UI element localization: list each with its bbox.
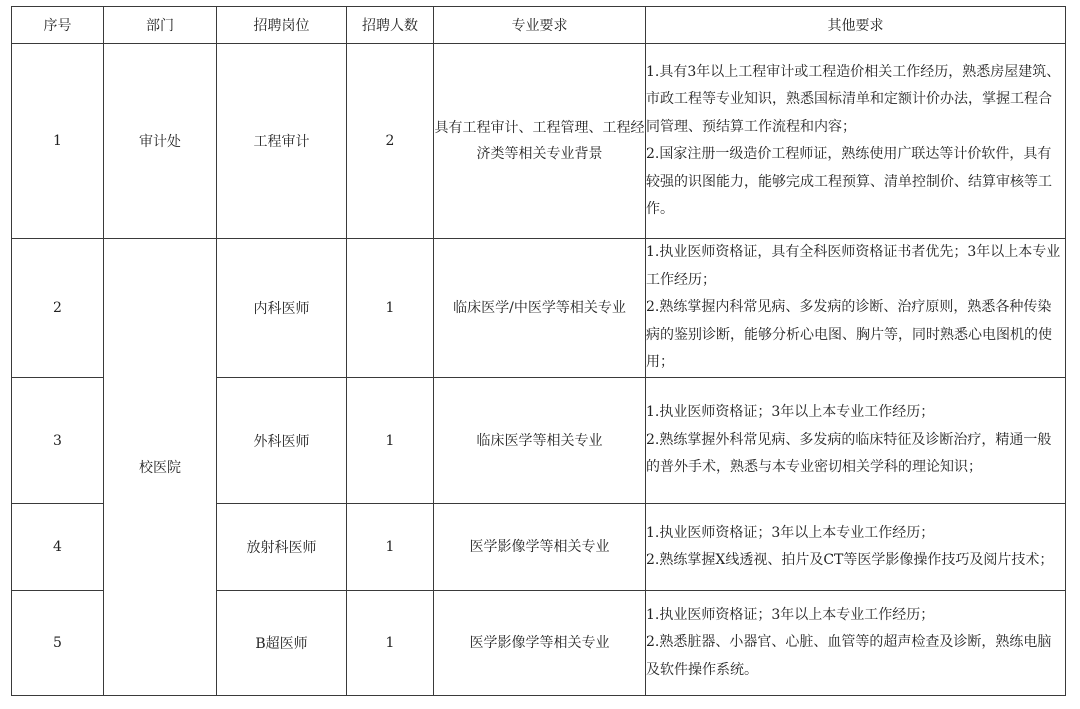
row-position: B超医师 bbox=[217, 591, 347, 696]
other-requirement-1: 1.执业医师资格证，具有全科医师资格证书者优先；3年以上本专业工作经历； bbox=[646, 244, 1061, 288]
row-count: 1 bbox=[347, 378, 434, 504]
row-position: 外科医师 bbox=[217, 378, 347, 504]
row-count: 1 bbox=[347, 239, 434, 378]
other-requirement-2: 2.熟练掌握内科常见病、多发病的诊断、治疗原则，熟悉各种传染病的鉴别诊断，能够分析心电图、胸片等，同时熟悉心电图机的使用； bbox=[646, 299, 1052, 371]
row-no: 4 bbox=[12, 504, 104, 591]
other-requirement-2: 2.熟练掌握X线透视、拍片及CT等医学影像操作技巧及阅片技术； bbox=[646, 552, 1054, 568]
header-dept: 部门 bbox=[104, 7, 217, 44]
recruitment-table bbox=[11, 6, 1066, 696]
row-no: 1 bbox=[12, 44, 104, 239]
row-no: 5 bbox=[12, 591, 104, 696]
row-position: 内科医师 bbox=[217, 239, 347, 378]
header-other: 其他要求 bbox=[646, 7, 1066, 44]
table-row bbox=[12, 44, 1066, 239]
other-requirement-2: 2.熟练掌握外科常见病、多发病的临床特征及诊断治疗，精通一般的普外手术，熟悉与本专业密切相关学科的理论知识； bbox=[646, 431, 1052, 476]
other-requirement-1: 1.执业医师资格证；3年以上本专业工作经历； bbox=[646, 404, 935, 421]
row-other bbox=[646, 591, 1066, 696]
row-dept: 校医院 bbox=[104, 239, 217, 696]
other-requirement-2: 2.熟悉脏器、小器官、心脏、血管等的超声检查及诊断，熟练电脑及软件操作系统。 bbox=[646, 634, 1052, 678]
row-other bbox=[646, 504, 1066, 591]
other-requirement-1: 1.执业医师资格证；3年以上本专业工作经历； bbox=[646, 606, 935, 623]
header-position: 招聘岗位 bbox=[217, 7, 347, 44]
row-major: 医学影像学等相关专业 bbox=[434, 504, 646, 591]
other-requirement-1: 1.具有3年以上工程审计或工程造价相关工作经历，熟悉房屋建筑、市政工程等专业知识，熟悉国标清单和定额计价办法，掌握工程合同管理、预结算工作流程和内容； bbox=[646, 63, 1061, 135]
other-requirement-1: 1.执业医师资格证；3年以上本专业工作经历； bbox=[646, 524, 935, 541]
header-count: 招聘人数 bbox=[347, 7, 434, 44]
row-major: 临床医学/中医学等相关专业 bbox=[434, 239, 646, 378]
row-other bbox=[646, 239, 1066, 378]
row-position: 工程审计 bbox=[217, 44, 347, 239]
row-count: 1 bbox=[347, 591, 434, 696]
row-other bbox=[646, 44, 1066, 239]
row-dept: 审计处 bbox=[104, 44, 217, 239]
row-major: 临床医学等相关专业 bbox=[434, 378, 646, 504]
row-major: 具有工程审计、工程管理、工程经济类等相关专业背景 bbox=[434, 44, 646, 239]
header-no: 序号 bbox=[12, 7, 104, 44]
table-header-row bbox=[12, 7, 1066, 44]
row-other bbox=[646, 378, 1066, 504]
row-count: 1 bbox=[347, 504, 434, 591]
header-major: 专业要求 bbox=[434, 7, 646, 44]
row-no: 2 bbox=[12, 239, 104, 378]
table-row bbox=[12, 239, 1066, 378]
row-position: 放射科医师 bbox=[217, 504, 347, 591]
row-major: 医学影像学等相关专业 bbox=[434, 591, 646, 696]
row-count: 2 bbox=[347, 44, 434, 239]
row-no: 3 bbox=[12, 378, 104, 504]
other-requirement-2: 2.国家注册一级造价工程师证，熟练使用广联达等计价软件，具有较强的识图能力，能够完成工程预算、清单控制价、结算审核等工作。 bbox=[646, 146, 1052, 217]
